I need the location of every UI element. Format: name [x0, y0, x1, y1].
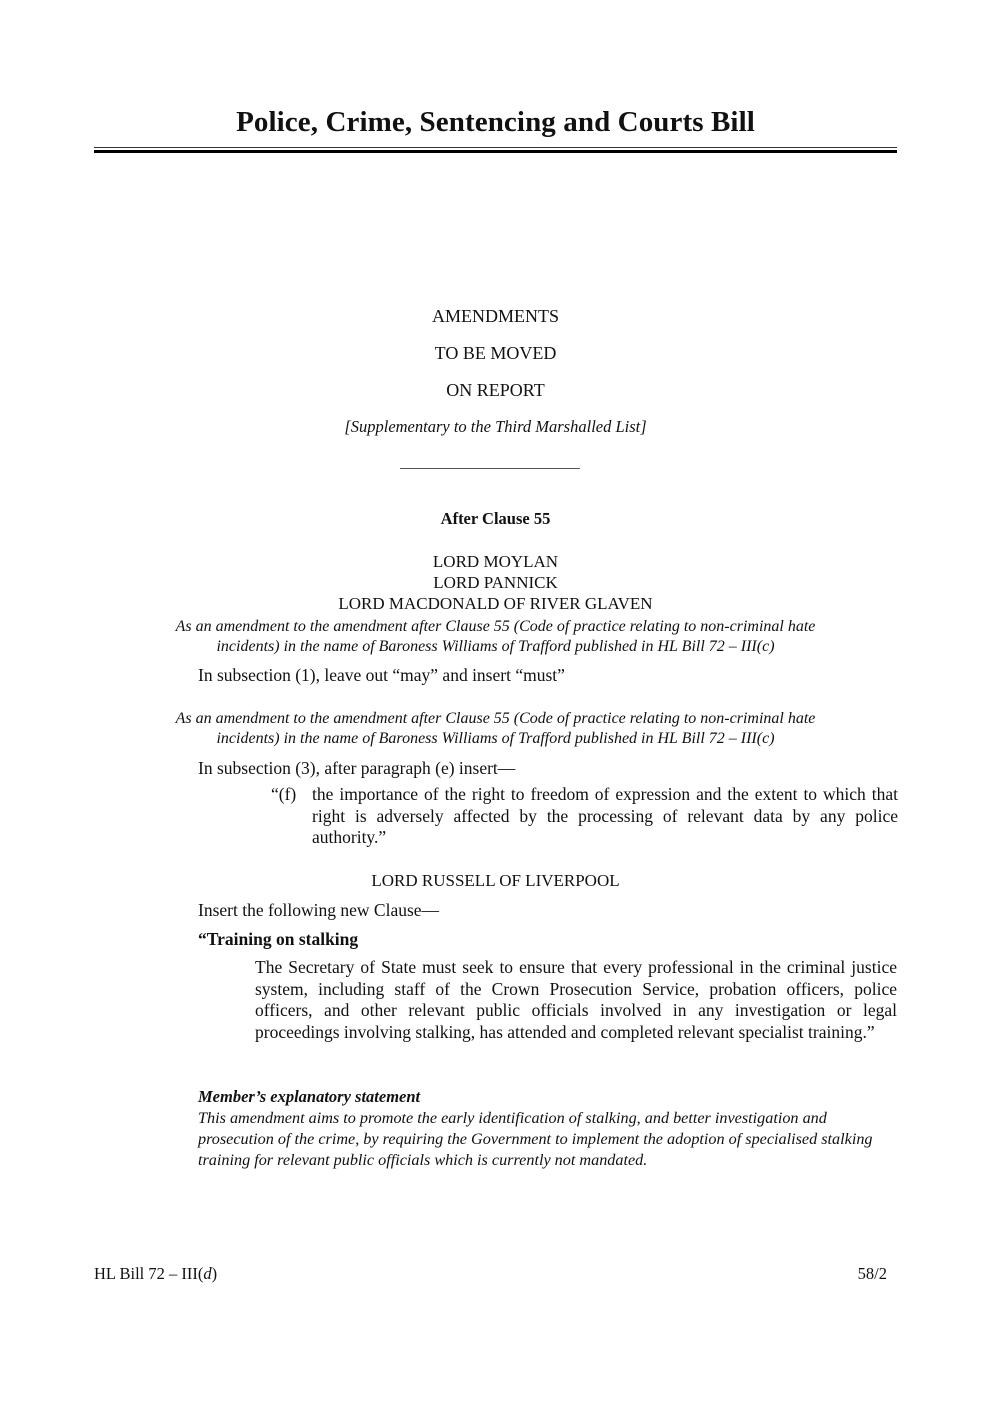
sponsor-name: LORD RUSSELL OF LIVERPOOL [371, 871, 620, 890]
page-reference: 58/2 [857, 1264, 887, 1283]
sponsor-name: LORD PANNICK [433, 573, 558, 592]
amendment-context [122, 617, 869, 657]
sponsor-name: LORD MOYLAN [432, 552, 559, 571]
bill-title: Police, Crime, Sentencing and Courts Bill [236, 106, 755, 138]
explanatory-statement-text: This amendment aims to promote the early identification of stalking, and better investigation and prosecution of the crime, by requiring the Government to implement the adoption of specialised stalking training for relevant public officials which is currently not mandated. [198, 1109, 873, 1169]
separator-rule [400, 468, 580, 469]
bill-reference-close: ) [211, 1264, 218, 1283]
bill-reference [94, 1264, 217, 1284]
section-heading: After Clause 55 [440, 509, 551, 528]
amendment-instruction: In subsection (1), leave out “may” and insert “must” [198, 665, 565, 685]
paragraph-text: the importance of the right to freedom of expression and the extent to which that right is adversely affected by the processing of relevant data by any police authority.” [312, 784, 898, 847]
amendment-context [122, 709, 869, 749]
context-line: incidents) in the name of Baroness Williams of Trafford published in HL Bill 72 – III(c) [216, 638, 775, 655]
heading-on-report: ON REPORT [446, 380, 545, 400]
bill-reference-prefix: HL Bill 72 – III( [94, 1264, 204, 1283]
context-line: incidents) in the name of Baroness Williams of Trafford published in HL Bill 72 – III(c) [216, 730, 775, 747]
explanatory-statement-heading: Member’s explanatory statement [198, 1087, 421, 1106]
inserted-paragraph [271, 784, 898, 849]
clause-text: The Secretary of State must seek to ensure that every professional in the criminal justice system, including staff of the Crown Prosecution Service, probation officers, police officers, and other relevant public officials involved in any investigation or legal proceedings involving stalking, has attended and completed relevant specialist training.” [255, 957, 897, 1042]
context-line: As an amendment to the amendment after Clause 55 (Code of practice relating to non-criminal hate [175, 618, 816, 635]
clause-title: “Training on stalking [198, 929, 359, 949]
amendment-instruction: In subsection (3), after paragraph (e) insert— [198, 758, 516, 778]
new-clause-instruction: Insert the following new Clause— [198, 900, 440, 920]
title-rule-thin [94, 147, 897, 148]
context-line: As an amendment to the amendment after Clause 55 (Code of practice relating to non-criminal hate [175, 710, 816, 727]
sponsor-name: LORD MACDONALD OF RIVER GLAVEN [338, 594, 653, 613]
title-rule-thick [94, 150, 897, 153]
bill-reference-suffix: d [203, 1264, 212, 1283]
paragraph-label: “(f) [271, 784, 297, 804]
heading-to-be-moved: TO BE MOVED [434, 343, 557, 363]
heading-amendments: AMENDMENTS [431, 306, 559, 326]
subtitle: [Supplementary to the Third Marshalled List] [344, 417, 647, 436]
